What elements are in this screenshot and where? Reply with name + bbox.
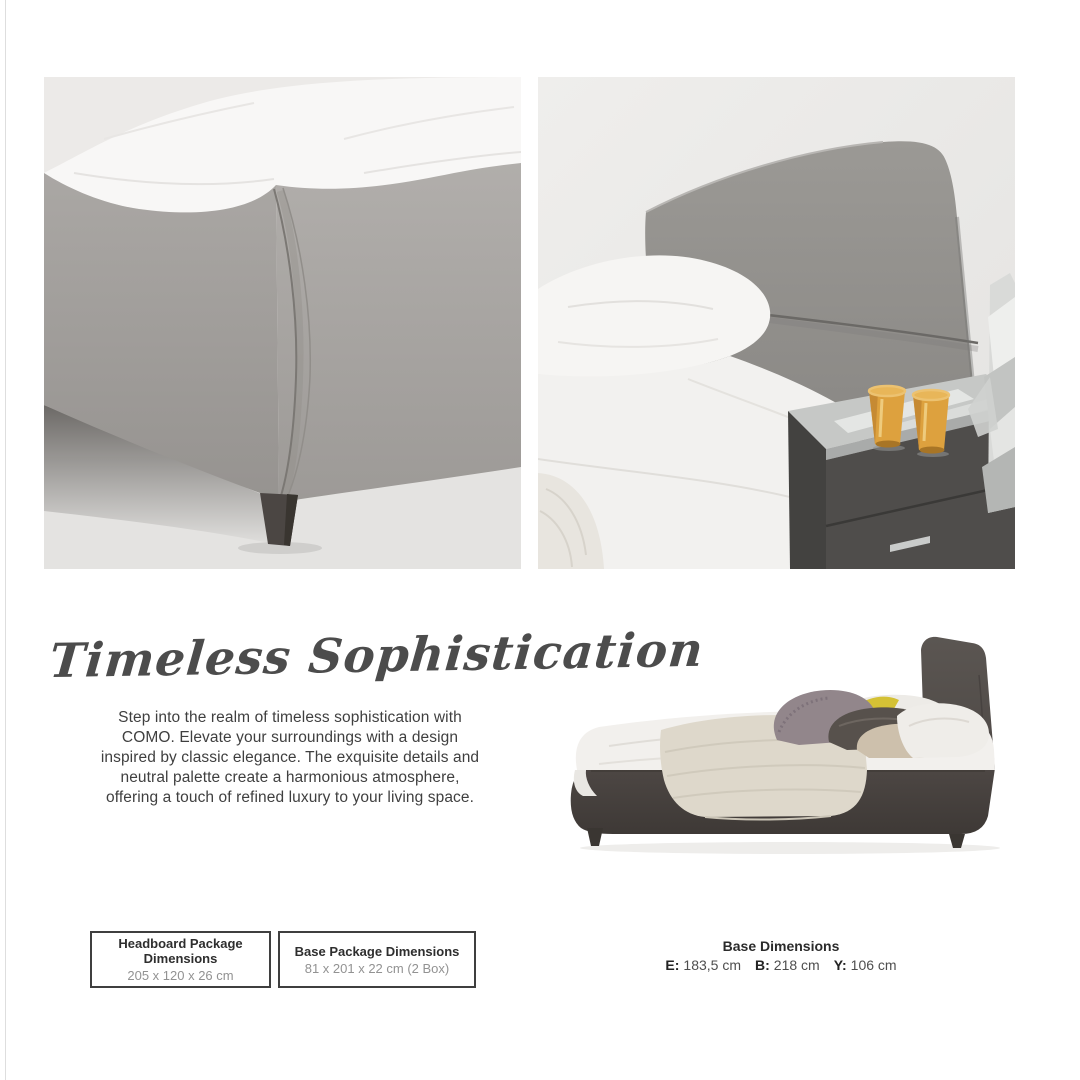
dimension-b-label: B: — [755, 957, 770, 973]
bed-side-illustration — [565, 630, 1020, 860]
bed-corner-illustration — [44, 77, 521, 569]
headboard-package-value: 205 x 120 x 26 cm — [127, 968, 234, 983]
floor-shadow — [580, 842, 1000, 854]
base-package-title: Base Package Dimensions — [294, 943, 460, 959]
page-title: Timeless Sophistication — [47, 622, 707, 690]
bed-side-view-photo — [565, 630, 1020, 860]
headboard-illustration — [538, 77, 1015, 569]
page-edge-line — [5, 0, 6, 1080]
base-package-box — [278, 931, 476, 988]
headboard-package-box — [90, 931, 271, 988]
dimension-e-label: E: — [665, 957, 680, 973]
dimension-b — [755, 956, 820, 974]
dimension-y-label: Y: — [833, 957, 847, 973]
headboard-package-title: Headboard Package Dimensions — [118, 936, 243, 966]
headboard-nightstand-photo — [538, 77, 1015, 569]
product-description: Step into the realm of timeless sophistication with COMO. Elevate your surroundings with a design inspired by classic elegance. The exquisite details and neutral palette create a harmonious atmosphere, offering a touch of refined luxury to your living space. — [100, 708, 480, 806]
dimension-e-value: 183,5 cm — [683, 957, 741, 973]
dimension-e — [665, 956, 741, 974]
base-dimensions-values — [581, 956, 981, 974]
intro-section — [47, 622, 707, 808]
dimension-y-value: 106 cm — [850, 957, 897, 973]
base-dimensions — [581, 938, 981, 974]
bed-corner-photo — [44, 77, 521, 569]
dimension-b-value: 218 cm — [773, 957, 820, 973]
base-package-value: 81 x 201 x 22 cm (2 Box) — [304, 960, 450, 976]
dimension-y — [834, 956, 897, 974]
base-dimensions-title: Base Dimensions — [722, 938, 840, 954]
